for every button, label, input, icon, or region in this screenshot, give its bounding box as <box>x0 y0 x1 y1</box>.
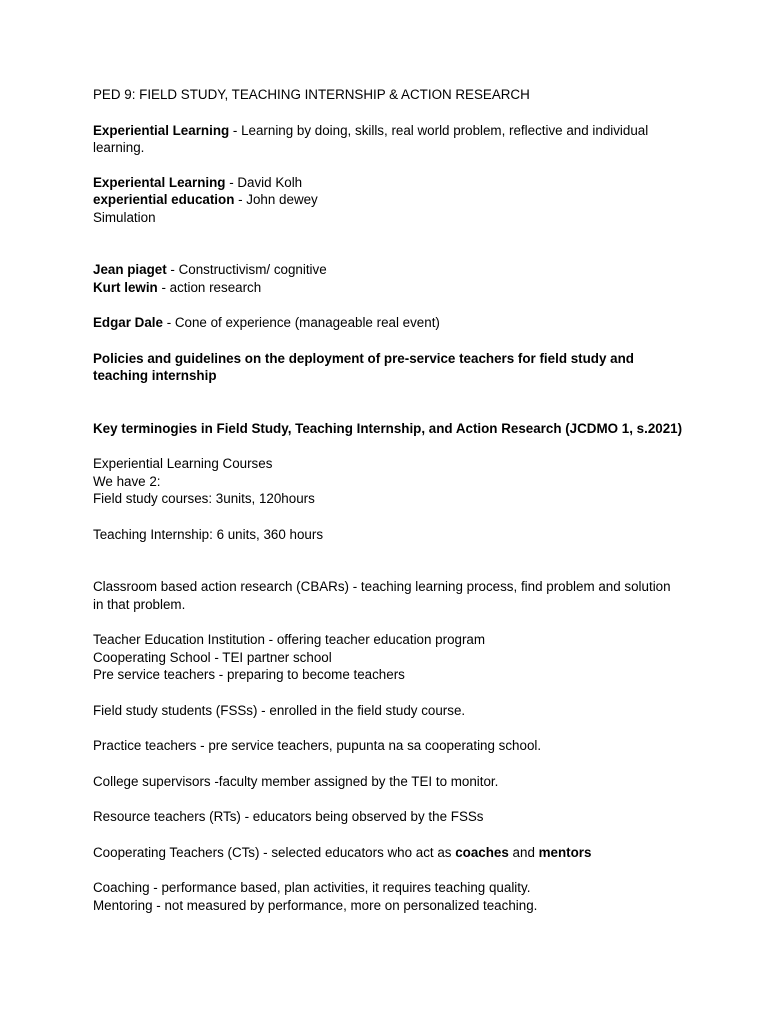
tei-line: Teacher Education Institution - offering teacher education program <box>93 632 486 647</box>
kolh-term: Experiental Learning <box>93 174 226 190</box>
dewey-definition: - John dewey <box>234 192 318 207</box>
practice-teachers-entry: Practice teachers - pre service teachers, pupunta na sa cooperating school. <box>93 738 542 753</box>
resource-teachers-entry: Resource teachers (RTs) - educators being observed by the FSSs <box>93 809 484 824</box>
college-supervisors-entry: College supervisors -faculty member assigned by the TEI to monitor. <box>93 773 499 789</box>
theorists-block <box>93 174 683 227</box>
coaching-line: Coaching - performance based, plan activities, it requires teaching quality. <box>93 880 531 895</box>
dale-definition: - Cone of experience (manageable real event) <box>162 315 440 330</box>
lewin-definition: - action research <box>157 279 262 295</box>
fss-entry: Field study students (FSSs) - enrolled in the field study course. <box>93 702 466 718</box>
coaching-mentoring-block <box>93 879 683 914</box>
ct-coaches: coaches <box>455 844 509 860</box>
dewey-term: experiential education <box>93 192 235 207</box>
policies-heading: Policies and guidelines on the deployment of pre-service teachers for field study and teaching internship <box>93 350 634 383</box>
teaching-internship-line: Teaching Internship: 6 units, 360 hours <box>93 526 324 542</box>
experiential-learning-term: Experiential Learning <box>93 122 230 138</box>
ct-mentors: mentors <box>538 844 592 860</box>
document-title: PED 9: FIELD STUDY, TEACHING INTERNSHIP & ACTION RESEARCH <box>93 87 530 102</box>
kolh-definition: - David Kolh <box>225 174 303 190</box>
courses-line-1: Experiential Learning Courses <box>93 456 273 471</box>
experiential-learning-definition: - Learning by doing, skills, real world problem, reflective and individual learning. <box>93 122 649 155</box>
courses-block <box>93 455 683 508</box>
cooperating-teachers-entry <box>93 844 683 862</box>
cbar-entry: Classroom based action research (CBARs) - teaching learning process, find problem and solution in that problem. <box>93 579 671 612</box>
ct-and: and <box>508 844 539 860</box>
dale-entry <box>93 314 683 332</box>
mentoring-line: Mentoring - not measured by performance, more on personalized teaching. <box>93 897 538 913</box>
simulation-text: Simulation <box>93 209 156 225</box>
experiential-learning-entry <box>93 122 683 157</box>
piaget-definition: - Constructivism/ cognitive <box>166 262 327 277</box>
courses-line-2: We have 2: <box>93 473 161 489</box>
cooperating-school-line: Cooperating School - TEI partner school <box>93 649 332 665</box>
ct-prefix: Cooperating Teachers (CTs) - selected educators who act as <box>93 844 456 860</box>
key-terminologies-heading: Key terminogies in Field Study, Teaching Internship, and Action Research (JCDMO 1, s.2021) <box>93 420 683 436</box>
courses-line-3: Field study courses: 3units, 120hours <box>93 491 315 506</box>
lewin-term: Kurt lewin <box>93 279 158 295</box>
institutions-block <box>93 631 683 684</box>
piaget-term: Jean piaget <box>93 262 167 277</box>
document-page <box>93 86 683 914</box>
piaget-lewin-block <box>93 261 683 296</box>
pre-service-line: Pre service teachers - preparing to become teachers <box>93 667 405 682</box>
dale-term: Edgar Dale <box>93 315 163 330</box>
